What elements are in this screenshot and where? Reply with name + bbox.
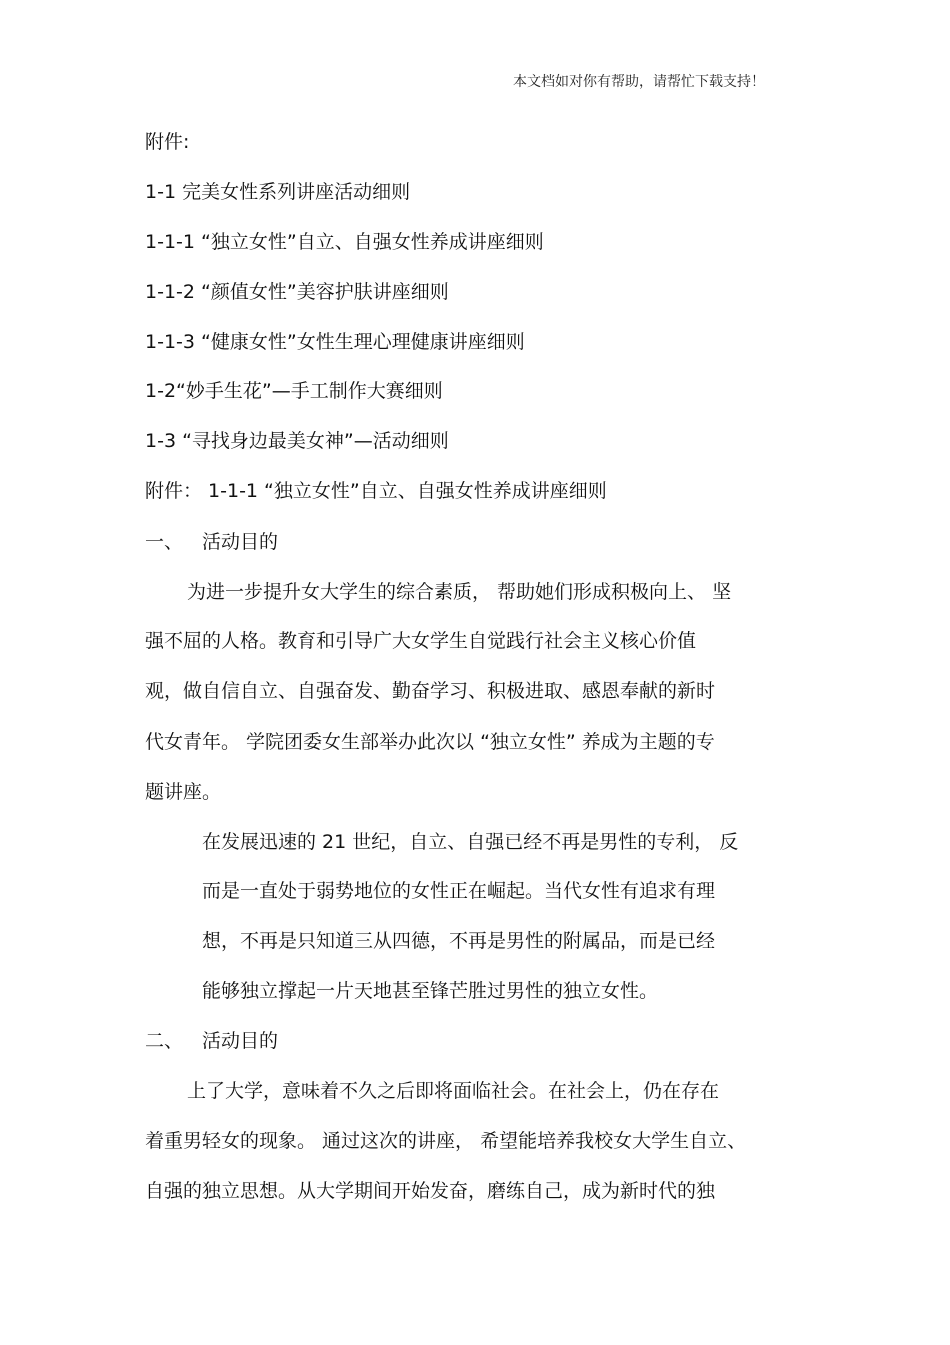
section-title: 活动目的 <box>202 1030 279 1052</box>
section-heading <box>145 1028 278 1054</box>
paragraph-line: 能够独立撑起一片天地甚至锋芒胜过男性的独立女性。 <box>202 980 659 1002</box>
section-number: 二、 <box>145 1030 184 1052</box>
section-title: 活动目的 <box>202 531 279 553</box>
paragraph-line: 在发展迅速的 21 世纪，自立、自强已经不再是男性的专利， 反 <box>202 831 739 853</box>
document-heading: 附件： 1-1-1 “独立女性”自立、自强女性养成讲座细则 <box>145 480 607 502</box>
paragraph-line: 代女青年。 学院团委女生部举办此次以 “独立女性” 养成为主题的专 <box>145 731 715 753</box>
paragraph-line: 想，不再是只知道三从四德，不再是男性的附属品，而是已经 <box>202 930 716 952</box>
section-number: 一、 <box>145 531 184 553</box>
header-note: 本文档如对你有帮助，请帮忙下载支持！ <box>513 74 765 90</box>
paragraph-line: 而是一直处于弱势地位的女性正在崛起。当代女性有追求有理 <box>202 880 716 902</box>
toc-item: 1-1-1 “独立女性”自立、自强女性养成讲座细则 <box>145 231 544 253</box>
paragraph-line: 题讲座。 <box>145 781 222 803</box>
toc-title: 附件: <box>145 131 190 153</box>
section-heading <box>145 529 278 555</box>
paragraph-line: 强不屈的人格。教育和引导广大女学生自觉践行社会主义核心价值 <box>145 630 697 652</box>
paragraph-line: 自强的独立思想。从大学期间开始发奋，磨练自己，成为新时代的独 <box>145 1180 716 1202</box>
toc-item: 1-1-3 “健康女性”女性生理心理健康讲座细则 <box>145 331 525 353</box>
paragraph-line: 观，做自信自立、自强奋发、勤奋学习、积极进取、感恩奉献的新时 <box>145 680 716 702</box>
toc-item: 1-2“妙手生花”—手工制作大赛细则 <box>145 380 443 402</box>
toc-item: 1-1 完美女性系列讲座活动细则 <box>145 181 411 203</box>
toc-item: 1-1-2 “颜值女性”美容护肤讲座细则 <box>145 281 449 303</box>
toc-item: 1-3 “寻找身边最美女神”—活动细则 <box>145 430 449 452</box>
paragraph-line: 上了大学，意味着不久之后即将面临社会。在社会上，仍在存在 <box>187 1080 720 1102</box>
paragraph-line: 着重男轻女的现象。 通过这次的讲座， 希望能培养我校女大学生自立、 <box>145 1130 747 1152</box>
paragraph-line: 为进一步提升女大学生的综合素质， 帮助她们形成积极向上、 坚 <box>187 581 732 603</box>
